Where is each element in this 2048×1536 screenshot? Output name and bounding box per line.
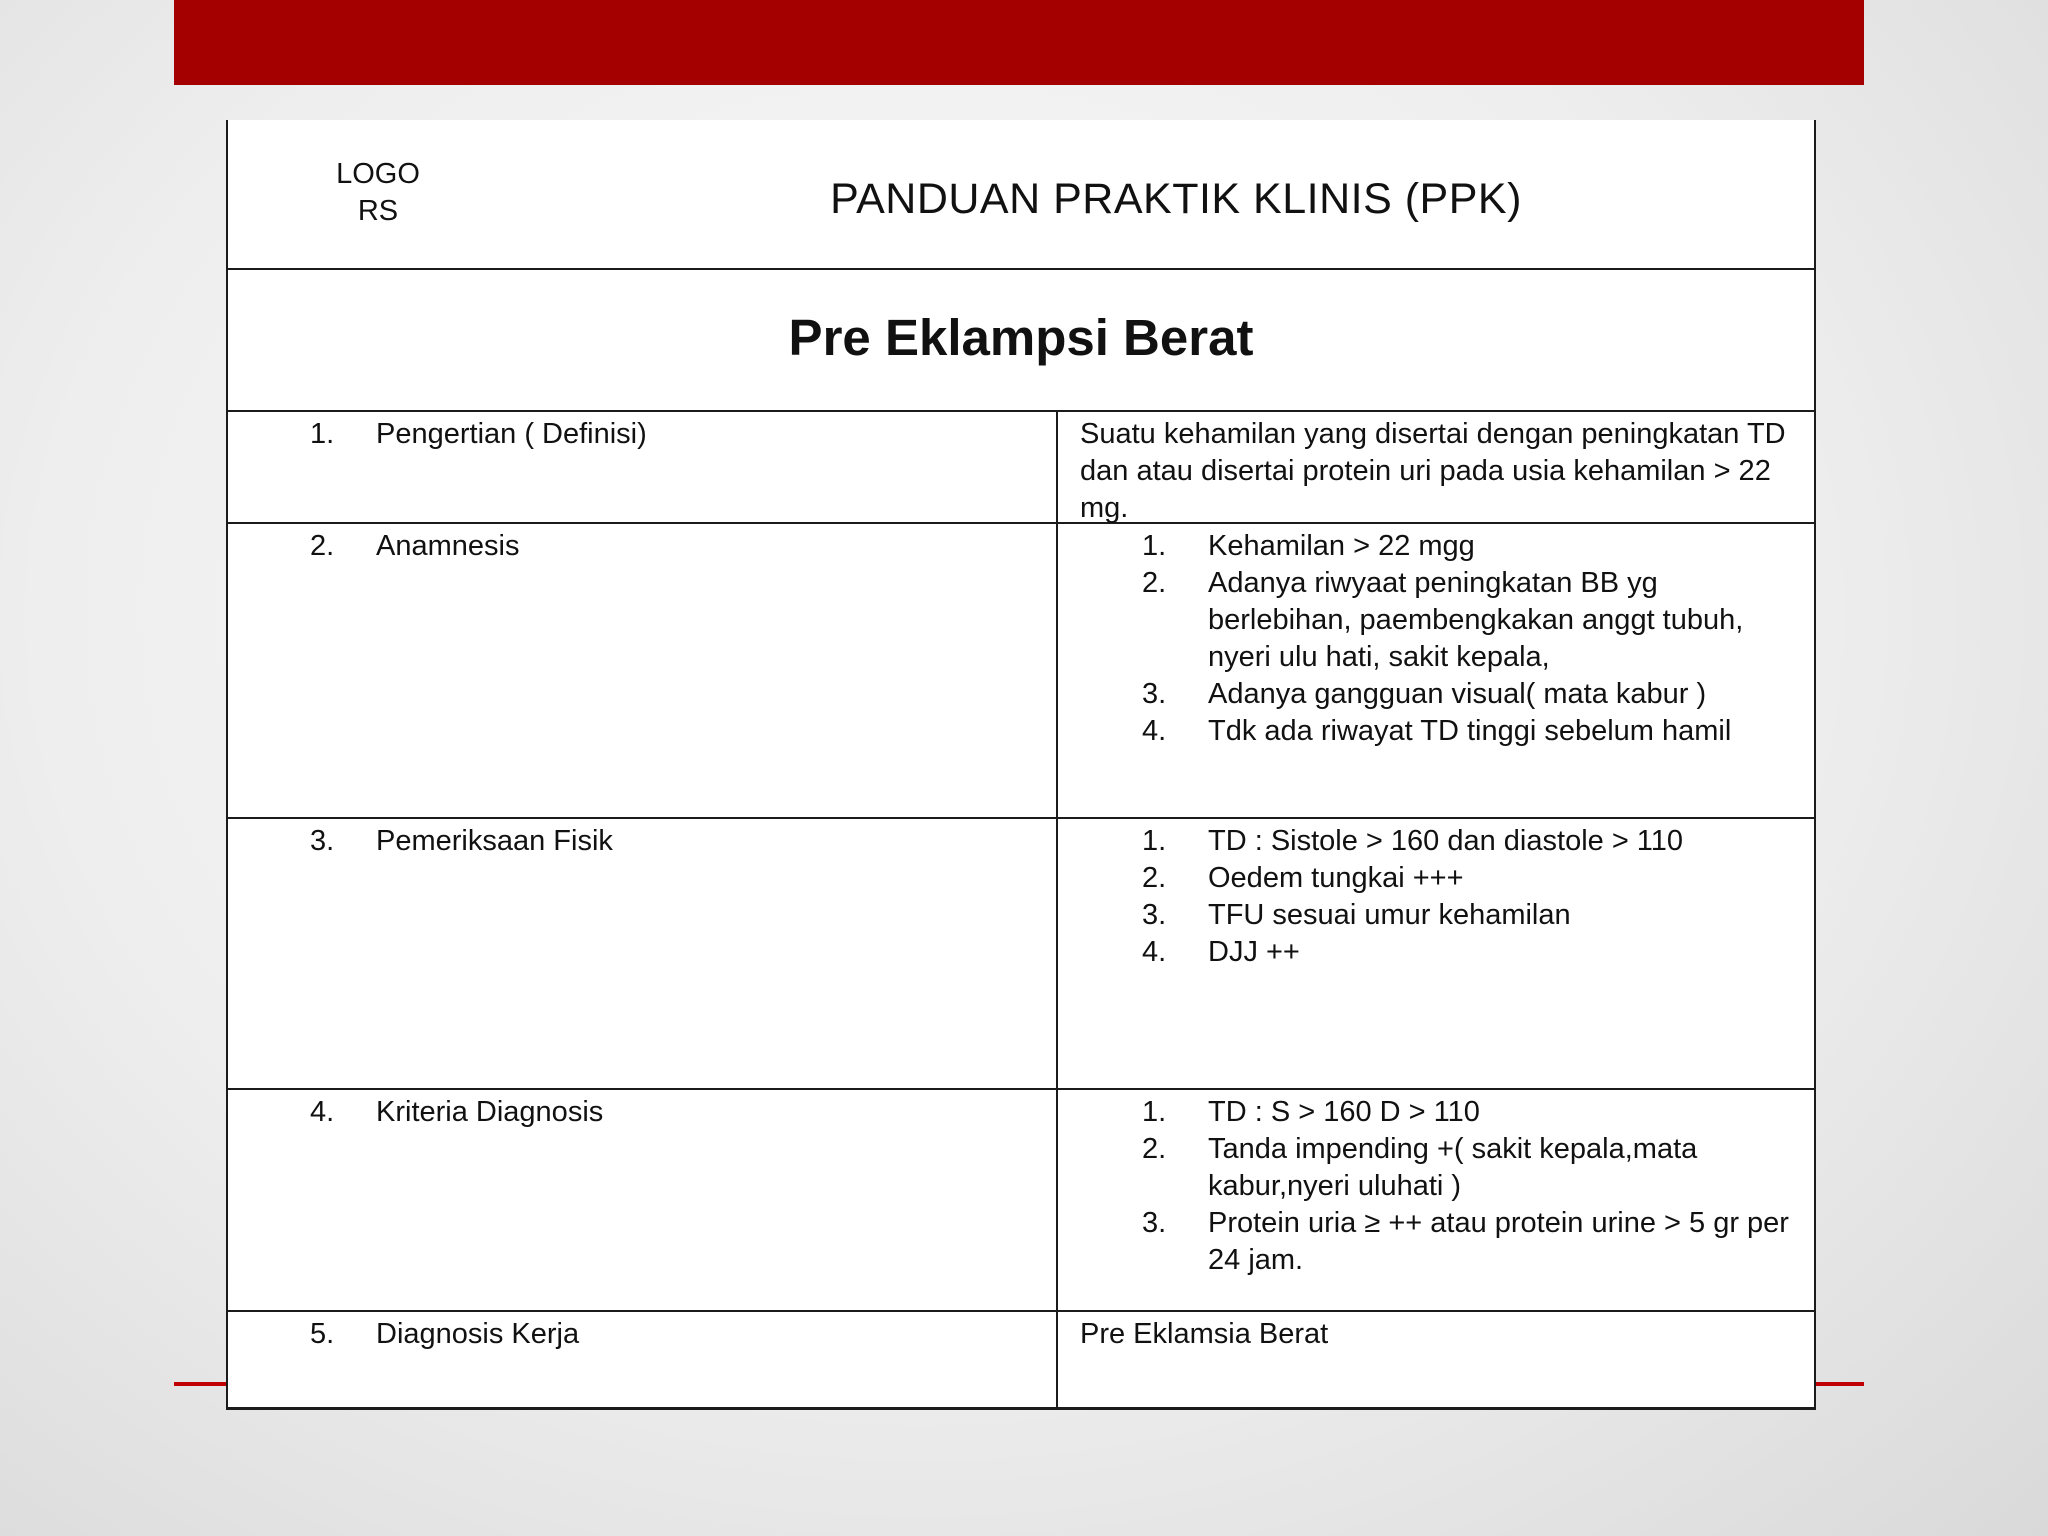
slide-top-bar [174,0,1864,85]
table-row-anamnesis [228,524,1814,819]
document-title-row [228,270,1814,412]
list-item-text: TD : S > 160 D > 110 [1208,1096,1480,1128]
row-label: Kriteria Diagnosis [376,1096,604,1128]
list-item [1080,823,1800,860]
list-item [1080,934,1800,971]
column-divider [1056,524,1058,817]
list-item-text: Oedem tungkai +++ [1208,862,1464,894]
row-content-list [1080,528,1800,750]
row-number: 2. [310,530,335,562]
list-item-text: DJJ ++ [1208,936,1300,968]
list-item [1080,528,1800,565]
logo-line-2: RS [357,195,399,227]
list-item-number: 3. [1142,678,1167,710]
list-item [1080,897,1800,934]
list-item [1080,713,1800,750]
header-title: PANDUAN PRAKTIK KLINIS (PPK) [830,175,1522,223]
list-item-text: Tanda impending +( sakit kepala,mata kabur,nyeri uluhati ) [1208,1133,1698,1202]
column-divider [1056,412,1058,522]
list-item-number: 1. [1142,825,1167,857]
row-label: Anamnesis [376,530,520,562]
row-content-list [1080,823,1800,971]
list-item-text: Adanya riwyaat peningkatan BB yg berlebihan, paembengkakan anggt tubuh, nyeri ulu hati, sakit kepala, [1208,567,1744,673]
row-label: Pemeriksaan Fisik [376,825,613,857]
table-row-pemeriksaan-fisik [228,819,1814,1090]
list-item-text: Tdk ada riwayat TD tinggi sebelum hamil [1208,715,1732,747]
list-item [1080,1131,1800,1205]
list-item-number: 3. [1142,1207,1167,1239]
column-divider [1056,1312,1058,1407]
list-item-number: 4. [1142,936,1167,968]
logo-placeholder [328,156,428,230]
row-content: Suatu kehamilan yang disertai dengan peningkatan TD dan atau disertai protein uri pada usia kehamilan > 22 mg. [1080,418,1786,524]
row-label: Pengertian ( Definisi) [376,418,647,450]
list-item [1080,565,1800,676]
list-item-number: 4. [1142,715,1167,747]
document-header [228,120,1814,270]
list-item-number: 3. [1142,899,1167,931]
row-number: 4. [310,1096,335,1128]
list-item-number: 1. [1142,530,1167,562]
row-number: 1. [310,418,335,450]
list-item-number: 1. [1142,1096,1167,1128]
list-item-text: TD : Sistole > 160 dan diastole > 110 [1208,825,1684,857]
list-item-text: Adanya gangguan visual( mata kabur ) [1208,678,1707,710]
row-content-list [1080,1094,1800,1279]
logo-line-1: LOGO [336,158,420,190]
list-item-text: Kehamilan > 22 mgg [1208,530,1475,562]
list-item [1080,1094,1800,1131]
document-title: Pre Eklampsi Berat [788,309,1254,366]
table-row-diagnosis-kerja [228,1312,1814,1407]
table-row-definisi [228,412,1814,524]
list-item [1080,860,1800,897]
row-number: 5. [310,1318,335,1350]
column-divider [1056,819,1058,1088]
row-label: Diagnosis Kerja [376,1318,580,1350]
list-item [1080,676,1800,713]
row-content: Pre Eklamsia Berat [1080,1318,1329,1350]
row-number: 3. [310,825,335,857]
ppk-document [226,120,1816,1410]
column-divider [1056,1090,1058,1310]
table-row-kriteria-diagnosis [228,1090,1814,1312]
list-item-number: 2. [1142,567,1167,599]
list-item [1080,1205,1800,1279]
list-item-text: Protein uria ≥ ++ atau protein urine > 5 gr per 24 jam. [1208,1207,1789,1276]
list-item-text: TFU sesuai umur kehamilan [1208,899,1571,931]
list-item-number: 2. [1142,862,1167,894]
list-item-number: 2. [1142,1133,1167,1165]
